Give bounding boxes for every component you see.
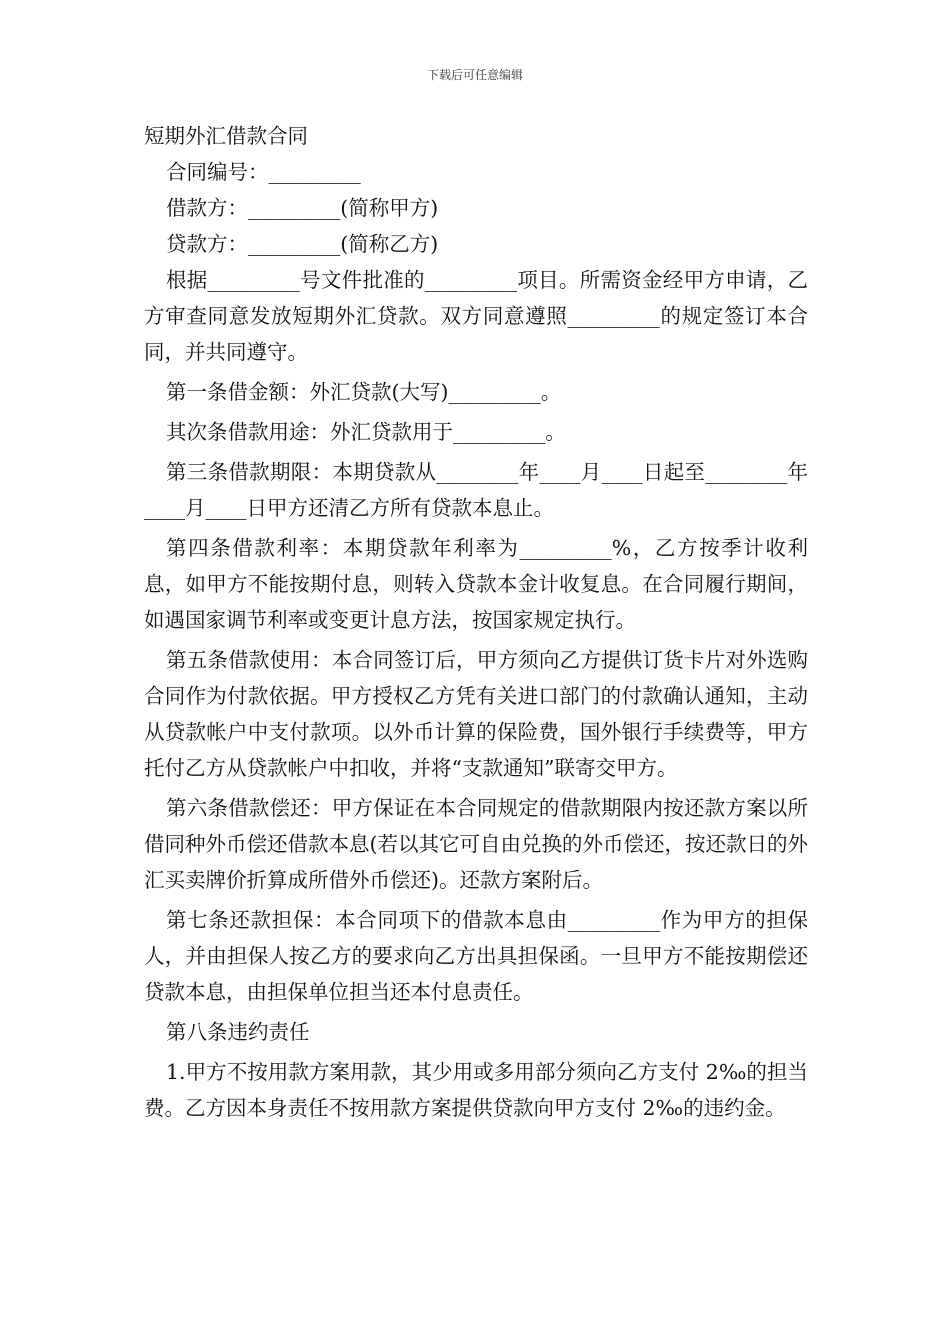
article-4: 第四条借款利率：本期贷款年利率为_________%，乙方按季计收利息，如甲方不能按期付息，则转入贷款本金计收复息。在合同履行期间，如遇国家调节利率或变更计息方法，按国家规定执行。 — [144, 536, 808, 632]
article-8-item-1: 1.甲方不按用款方案用款，其少用或多用部分须向乙方支付 2‰的担当费。乙方因本身责任不按用款方案提供贷款向甲方支付 2‰的违约金。 — [144, 1060, 808, 1120]
contract-body — [144, 118, 808, 1130]
contract-number-line: 合同编号：_________ — [166, 160, 361, 184]
borrower-line: 借款方：_________(简称甲方) — [166, 196, 439, 220]
article-6: 第六条借款偿还：甲方保证在本合同规定的借款期限内按还款方案以所借同种外币偿还借款本息(若以其它可自由兑换的外币偿还，按还款日的外汇买卖牌价折算成所借外币偿还)。还款方案附后。 — [144, 796, 808, 892]
page-header: 下载后可任意编辑 — [426, 68, 523, 82]
contract-title: 短期外汇借款合同 — [144, 124, 308, 148]
article-5: 第五条借款使用：本合同签订后，甲方须向乙方提供订货卡片对外选购合同作为付款依据。甲方授权乙方凭有关进口部门的付款确认通知，主动从贷款帐户中支付款项。以外币计算的保险费，国外银行手续费等，甲方托付乙方从贷款帐户中扣收，并将“支款通知”联寄交甲方。 — [144, 648, 808, 780]
article-7: 第七条还款担保：本合同项下的借款本息由_________作为甲方的担保人，并由担保人按乙方的要求向乙方出具担保函。一旦甲方不能按期偿还贷款本息，由担保单位担当还本付息责任。 — [144, 908, 808, 1004]
intro-paragraph: 根据_________号文件批准的_________项目。所需资金经甲方申请，乙方审查同意发放短期外汇贷款。双方同意遵照_________的规定签订本合同，并共同遵守。 — [144, 268, 808, 364]
article-2: 其次条借款用途：外汇贷款用于_________。 — [166, 420, 566, 444]
article-8-heading: 第八条违约责任 — [166, 1020, 310, 1044]
article-1: 第一条借金额：外汇贷款(大写)_________。 — [166, 380, 562, 404]
article-3: 第三条借款期限：本期贷款从________年____月____日起至________年____月____日甲方还清乙方所有贷款本息止。 — [144, 460, 808, 520]
lender-line: 贷款方：_________(简称乙方) — [166, 232, 439, 256]
